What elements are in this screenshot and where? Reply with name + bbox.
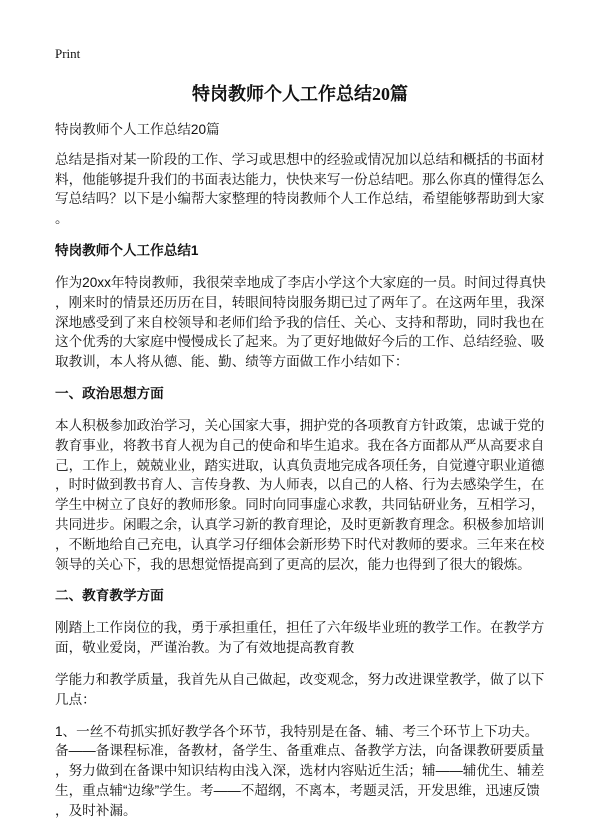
paragraph-line: 生，重点辅“边缘”学生。考——不超纲，不离本，考题灵活，开发思维，迅速反馈 [55,782,540,798]
paragraph-line: 领导的关心下，我的思想觉悟提高到了更高的层次，能力也得到了很大的锻炼。 [55,556,531,572]
document-subtitle: 特岗教师个人工作总结20篇 [55,122,220,137]
paragraph-line: ，刚来时的情景还历历在目，转眼间特岗服务期已过了两年了。在这两年里，我深 [55,294,545,310]
paragraph [55,722,555,821]
paragraph-line: 面，敬业爱岗，严谨治教。为了有效地提高教育教 [55,640,355,656]
paragraph-line: 深地感受到了来自校领导和老师们给予我的信任、关心、支持和帮助，同时我也在 [55,314,545,330]
paragraph-line: 。 [55,211,69,227]
paragraph-line: ，努力做到在备课中知识结构由浅入深，选材内容贴近生活；辅——辅优生、辅差 [55,763,545,779]
print-link[interactable]: Print [55,46,81,61]
paragraph [55,670,555,710]
paragraph-line: 1、一丝不苟抓实抓好教学各个环节，我特别是在备、辅、考三个环节上下功夫。 [55,723,539,739]
paragraph-line: 取教训，本人将从德、能、勤、绩等方面做工作小结如下： [55,354,409,370]
paragraph-line: 教育事业，将教书育人视为自己的使命和毕生追求。我在各方面都从严从高要求自 [55,437,545,453]
section-heading: 一、政治思想方面 [55,385,164,401]
paragraph [55,416,555,574]
paragraph-line: 本人积极参加政治学习，关心国家大事，拥护党的各项教育方针政策，忠诚于党的 [55,417,545,433]
paragraph-line: 作为20xx年特岗教师，我很荣幸地成了李店小学这个大家庭的一员。时间过得真快 [55,274,546,290]
paragraph-line: ，及时补漏。 [55,802,137,818]
paragraph-line: 学能力和教学质量，我首先从自己做起，改变观念，努力改进课堂教学，做了以下 [55,671,545,687]
paragraph-line: 写总结吗？以下是小编帮大家整理的特岗教师个人工作总结，希望能够帮助到大家 [55,191,545,207]
paragraph-line: 这个优秀的大家庭中慢慢成长了起来。为了更好地做好今后的工作、总结经验、吸 [55,334,545,350]
paragraph-line: 备——备课程标准，备教材，备学生、备重难点、备教学方法，向备课教研要质量 [55,743,545,759]
paragraph [55,273,555,372]
section-heading: 特岗教师个人工作总结1 [55,242,199,258]
paragraph-line: 学生中树立了良好的教师形象。同时向同事虚心求教，共同钻研业务，互相学习， [55,497,545,513]
paragraph-line: ，时时做到教书育人、言传身教、为人师表，以自己的人格、行为去感染学生，在 [55,477,545,493]
paragraph [55,618,555,658]
document-title: 特岗教师个人工作总结20篇 [192,84,408,104]
paragraph-line: 刚踏上工作岗位的我，勇于承担重任，担任了六年级毕业班的教学工作。在教学方 [55,620,545,636]
paragraph-line: 己，工作上，兢兢业业，踏实进取，认真负责地完成各项任务，自觉遵守职业道德 [55,457,545,473]
paragraph-line: 几点： [55,691,96,707]
paragraph-line: 总结是指对某一阶段的工作、学习或思想中的经验或情况加以总结和概括的书面材 [55,151,545,167]
paragraph-line: 料，他能够提升我们的书面表达能力，快快来写一份总结吧。那么你真的懂得怎么 [55,171,545,187]
document-body [55,120,555,833]
section-heading: 二、教育教学方面 [55,588,164,604]
paragraph-line: 共同进步。闲暇之余，认真学习新的教育理论，及时更新教育理念。积极参加培训 [55,516,545,532]
paragraph [55,150,555,229]
paragraph-line: ，不断地给自己充电，认真学习仔细体会新形势下时代对教师的要求。三年来在校 [55,536,545,552]
